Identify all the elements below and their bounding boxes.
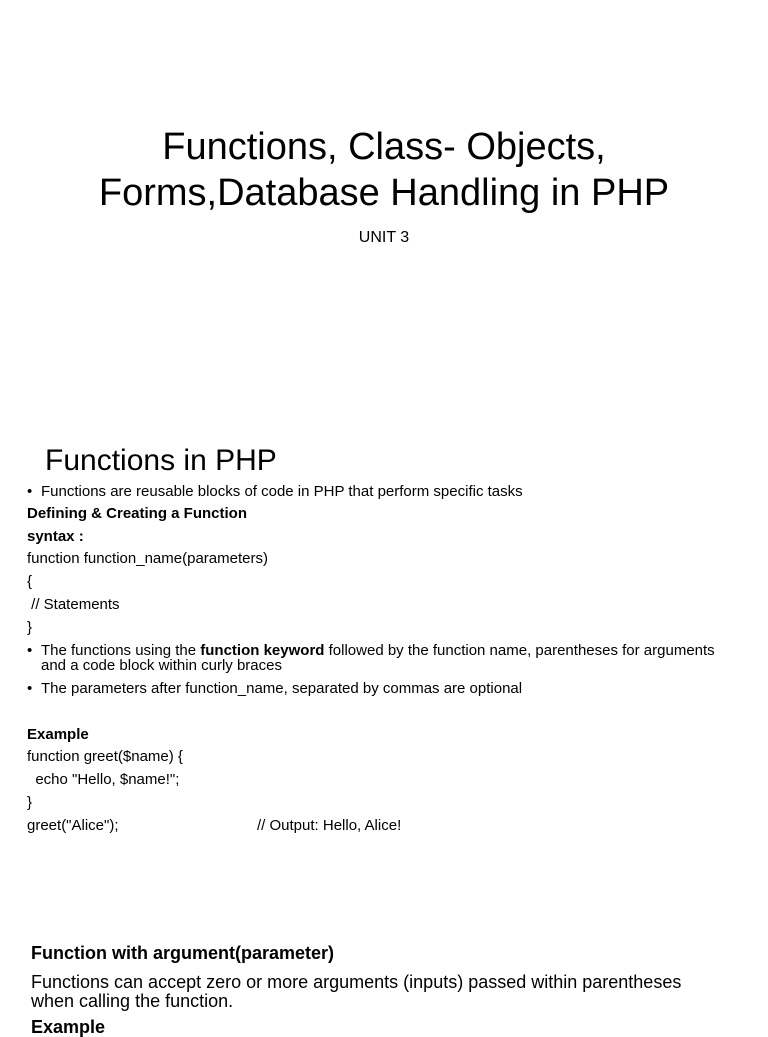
code-comment: // Output: Hello, Alice!	[257, 817, 402, 834]
paragraph-line: when calling the function.	[31, 991, 234, 1011]
section-heading: Function with argument(parameter)	[31, 943, 335, 963]
bullet-marker: •	[27, 642, 33, 659]
bullet-text: The parameters after function_name, separated by commas are optional	[41, 680, 523, 697]
cut-off-label: Example	[31, 1017, 106, 1037]
bullet-marker: •	[27, 483, 33, 500]
section-heading: Functions in PHP	[45, 444, 277, 477]
syntax-label: syntax :	[27, 528, 84, 545]
bullet-text-part: followed by the function name, parentheses for arguments and a code block within curly braces	[41, 642, 715, 674]
subtitle: UNIT 3	[358, 229, 410, 246]
title-line-1: Functions, Class- Objects,	[162, 126, 606, 168]
title-line-2: Forms,Database Handling in PHP	[98, 172, 670, 214]
paragraph-line: Functions can accept zero or more arguments (inputs) passed within parentheses	[31, 972, 682, 992]
bullet-marker: •	[27, 680, 33, 697]
bullet-text: Functions are reusable blocks of code in PHP that perform specific tasks	[41, 483, 523, 500]
bullet-text-part: The functions using the	[41, 642, 201, 659]
syntax-line: {	[27, 573, 33, 590]
subheading: Defining & Creating a Function	[27, 505, 247, 522]
syntax-line: function function_name(parameters)	[27, 550, 268, 567]
syntax-line: // Statements	[27, 596, 120, 613]
example-label: Example	[27, 726, 89, 743]
code-line: greet("Alice");	[27, 817, 119, 834]
code-line: function greet($name) {	[27, 748, 183, 765]
syntax-line: }	[27, 619, 33, 636]
bullet-text-bold: function keyword	[200, 642, 325, 659]
code-line: echo "Hello, $name!";	[27, 771, 180, 788]
code-line: }	[27, 794, 33, 811]
bullet-text	[41, 643, 741, 673]
